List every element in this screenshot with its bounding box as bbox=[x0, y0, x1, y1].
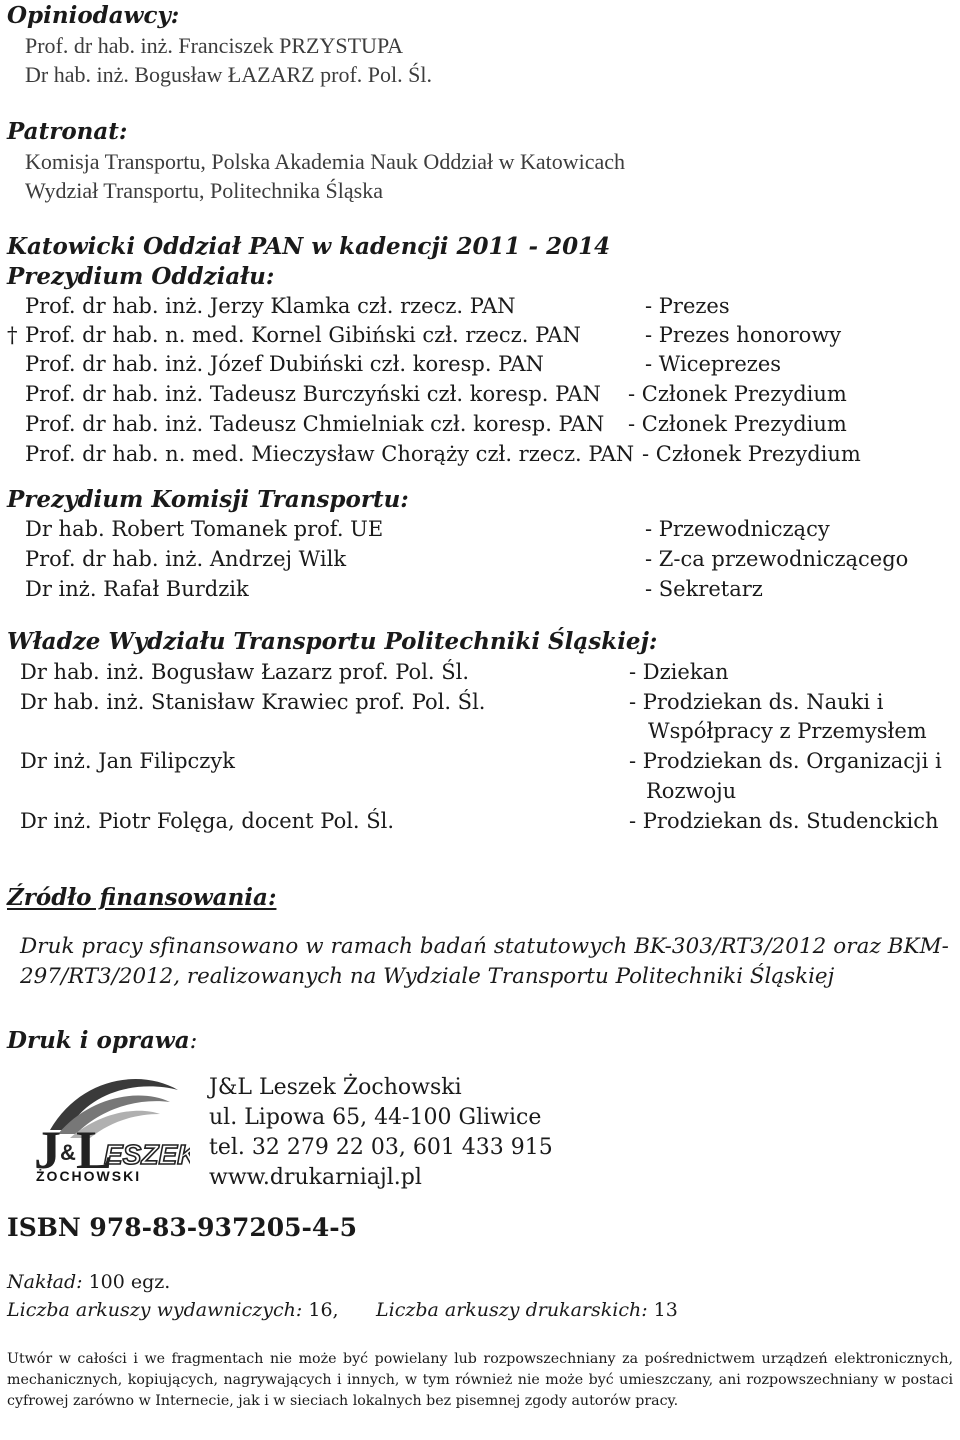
member-role: - Członek Prezydium bbox=[628, 412, 847, 436]
copyright-notice: Utwór w całości i we fragmentach nie może być powielany lub rozpowszechniany za pośrednictwem urządzeń elektronicznych, mechanicznych, kopiujących, nagrywających i innych, w tym również nie może być umieszczany, ani rozpowszechniany w postaci cyfrowej zarówno w Internecie, jak i w sieciach lokalnych bez pisemnej zgody autorów pracy. bbox=[7, 1351, 953, 1409]
member-name: Prof. dr hab. n. med. Mieczysław Chorąży czł. rzecz. PAN bbox=[25, 442, 635, 466]
member-name: Dr hab. inż. Stanisław Krawiec prof. Pol. Śl. bbox=[20, 690, 486, 714]
member-name: Prof. dr hab. inż. Tadeusz Burczyński czł. koresp. PAN bbox=[25, 382, 601, 406]
member-name: Dr inż. Rafał Burdzik bbox=[25, 577, 249, 601]
member-role: - Przewodniczący bbox=[645, 517, 830, 541]
member-role: - Z-ca przewodniczącego bbox=[645, 547, 909, 571]
printer-phone: tel. 32 279 22 03, 601 433 915 bbox=[209, 1135, 553, 1160]
member-role: - Prodziekan ds. Studenckich bbox=[629, 809, 939, 833]
member-role: - Sekretarz bbox=[645, 577, 763, 601]
printer-logo bbox=[30, 1068, 190, 1184]
member-role: - Wiceprezes bbox=[645, 352, 782, 376]
print-run-label: Nakład: bbox=[7, 1271, 83, 1293]
financing-text-line-1: Druk pracy sfinansowano w ramach badań statutowych BK-303/RT3/2012 oraz BKM- bbox=[20, 934, 949, 959]
member-role: - Prezes honorowy bbox=[645, 323, 842, 347]
member-name: Prof. dr hab. inż. Tadeusz Chmielniak czł. koresp. PAN bbox=[25, 412, 605, 436]
logo-brand: ESZEK bbox=[104, 1139, 190, 1170]
isbn: ISBN 978-83-937205-4-5 bbox=[7, 1213, 358, 1242]
member-name: Prof. dr hab. inż. Andrzej Wilk bbox=[25, 547, 347, 571]
logo-l: L bbox=[76, 1120, 113, 1180]
print-run bbox=[7, 1271, 170, 1293]
printer-address: ul. Lipowa 65, 44-100 Gliwice bbox=[209, 1105, 542, 1130]
logo-bottom: ŻOCHOWSKI bbox=[36, 1168, 142, 1184]
financing-text-line-2: 297/RT3/2012, realizowanych na Wydziale Transportu Politechniki Śląskiej bbox=[20, 964, 835, 989]
printer-logo-graphic bbox=[30, 1068, 190, 1184]
sheets-printing-label: Liczba arkuszy drukarskich: bbox=[376, 1299, 648, 1321]
pan-subheading: Prezydium Oddziału: bbox=[7, 263, 275, 290]
member-role: - Prodziekan ds. Nauki i bbox=[629, 690, 884, 714]
printer-website[interactable]: www.drukarniajl.pl bbox=[209, 1165, 422, 1190]
sheets-printing-value: 13 bbox=[647, 1299, 678, 1321]
reviewers-heading: Opiniodawcy: bbox=[7, 2, 180, 29]
cross-mark: † bbox=[7, 323, 18, 347]
print-run-value: 100 egz. bbox=[82, 1271, 171, 1293]
sheets-publishing-label: Liczba arkuszy wydawniczych: bbox=[7, 1299, 303, 1321]
sheets-publishing-value: 16, bbox=[302, 1299, 339, 1321]
commission-heading: Prezydium Komisji Transportu: bbox=[7, 486, 409, 513]
member-role: - Prodziekan ds. Organizacji i bbox=[629, 749, 942, 773]
pan-heading: Katowicki Oddział PAN w kadencji 2011 - 2014 bbox=[7, 233, 611, 260]
member-role: - Dziekan bbox=[629, 660, 729, 684]
member-name: Dr hab. Robert Tomanek prof. UE bbox=[25, 517, 384, 541]
member-role: - Prezes bbox=[645, 294, 730, 318]
printing-heading: Druk i oprawa: bbox=[7, 1027, 198, 1054]
patron-2: Wydział Transportu, Politechnika Śląska bbox=[25, 178, 383, 203]
member-role-continued: Rozwoju bbox=[646, 779, 737, 803]
member-name: Dr inż. Piotr Folęga, docent Pol. Śl. bbox=[20, 809, 395, 833]
member-role: - Członek Prezydium bbox=[628, 382, 847, 406]
sheets-publishing bbox=[7, 1299, 339, 1321]
financing-heading: Źródło finansowania: bbox=[7, 884, 277, 911]
reviewer-2: Dr hab. inż. Bogusław ŁAZARZ prof. Pol. Śl. bbox=[25, 62, 432, 87]
patron-1: Komisja Transportu, Polska Akademia Nauk Oddział w Katowicach bbox=[25, 149, 626, 174]
logo-ampersand: & bbox=[60, 1140, 76, 1165]
member-role-continued: Współpracy z Przemysłem bbox=[648, 719, 927, 743]
member-name: Dr inż. Jan Filipczyk bbox=[20, 749, 235, 773]
patronage-heading: Patronat: bbox=[7, 118, 128, 145]
sheets-printing bbox=[376, 1299, 678, 1321]
member-name: Prof. dr hab. n. med. Kornel Gibiński czł. rzecz. PAN bbox=[25, 323, 581, 347]
member-name: Prof. dr hab. inż. Jerzy Klamka czł. rzecz. PAN bbox=[25, 294, 516, 318]
member-role: - Członek Prezydium bbox=[642, 442, 861, 466]
printer-name: J&L Leszek Żochowski bbox=[209, 1075, 462, 1100]
member-name: Dr hab. inż. Bogusław Łazarz prof. Pol. Śl. bbox=[20, 660, 470, 684]
faculty-heading: Władze Wydziału Transportu Politechniki Śląskiej: bbox=[7, 628, 658, 655]
reviewer-1: Prof. dr hab. inż. Franciszek PRZYSTUPA bbox=[25, 33, 404, 58]
member-name: Prof. dr hab. inż. Józef Dubiński czł. koresp. PAN bbox=[25, 352, 544, 376]
logo-j: J bbox=[34, 1120, 61, 1180]
